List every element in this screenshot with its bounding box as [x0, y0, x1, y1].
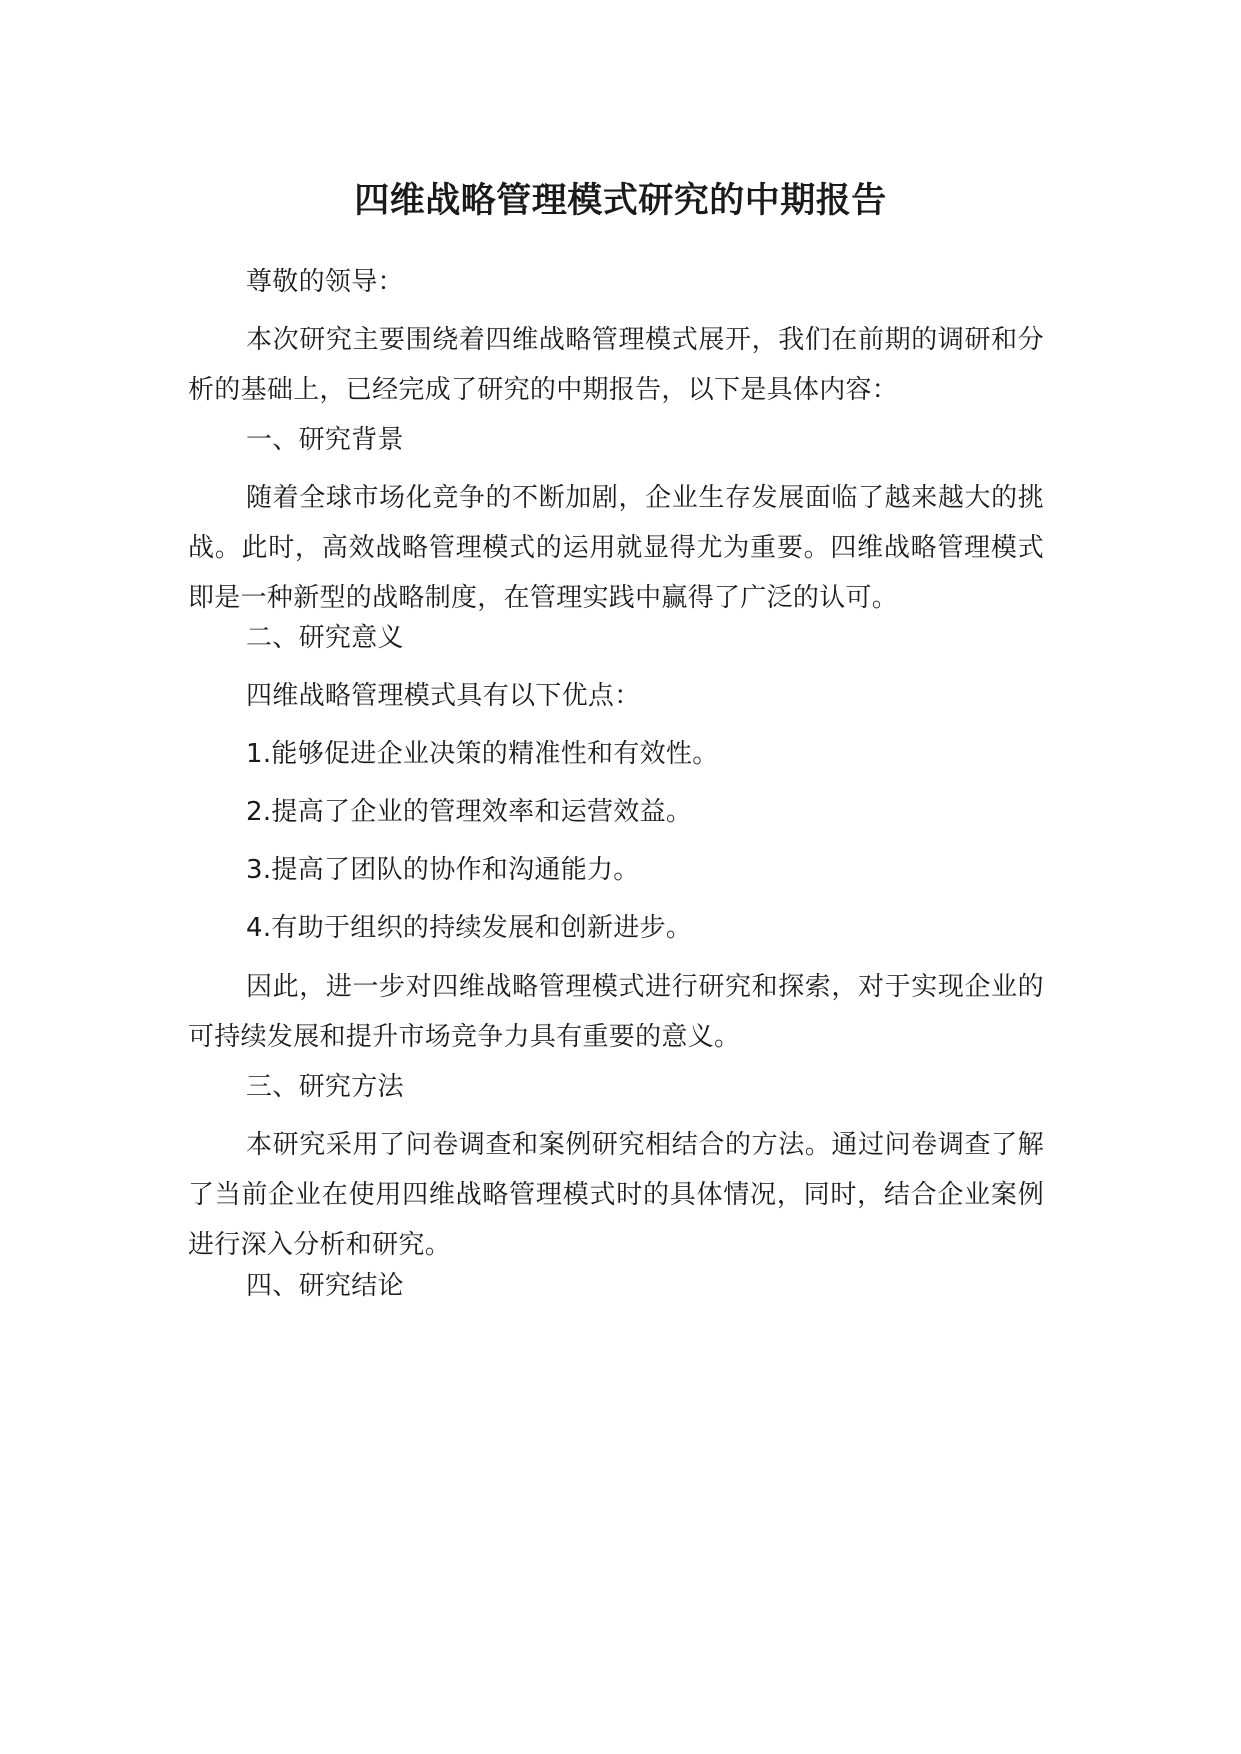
section1-heading: 一、研究背景: [246, 425, 404, 455]
section4-heading: 四、研究结论: [246, 1271, 404, 1301]
salutation: 尊敬的领导：: [246, 267, 404, 297]
advantage-item-1: 1.能够促进企业决策的精准性和有效性。: [246, 739, 719, 769]
section3-heading: 三、研究方法: [246, 1072, 404, 1102]
section1-body: 随着全球市场化竞争的不断加剧，企业生存发展面临了越来越大的挑战。此时，高效战略管理模式的运用就显得尤为重要。四维战略管理模式即是一种新型的战略制度，在管理实践中赢得了广泛的认可。: [188, 483, 1044, 613]
document-title: 四维战略管理模式研究的中期报告: [354, 181, 887, 221]
section2-heading: 二、研究意义: [246, 623, 404, 653]
advantage-item-2: 2.提高了企业的管理效率和运营效益。: [246, 797, 693, 827]
intro-paragraph: 本次研究主要围绕着四维战略管理模式展开，我们在前期的调研和分析的基础上，已经完成了研究的中期报告，以下是具体内容：: [188, 325, 1044, 405]
advantage-item-4: 4.有助于组织的持续发展和创新进步。: [246, 913, 693, 943]
section3-body: 本研究采用了问卷调查和案例研究相结合的方法。通过问卷调查了解了当前企业在使用四维战略管理模式时的具体情况，同时，结合企业案例进行深入分析和研究。: [188, 1130, 1044, 1260]
advantage-item-3: 3.提高了团队的协作和沟通能力。: [246, 855, 640, 885]
section2-lead: 四维战略管理模式具有以下优点：: [246, 681, 641, 711]
section2-conclusion: 因此，进一步对四维战略管理模式进行研究和探索，对于实现企业的可持续发展和提升市场竞争力具有重要的意义。: [188, 972, 1044, 1052]
